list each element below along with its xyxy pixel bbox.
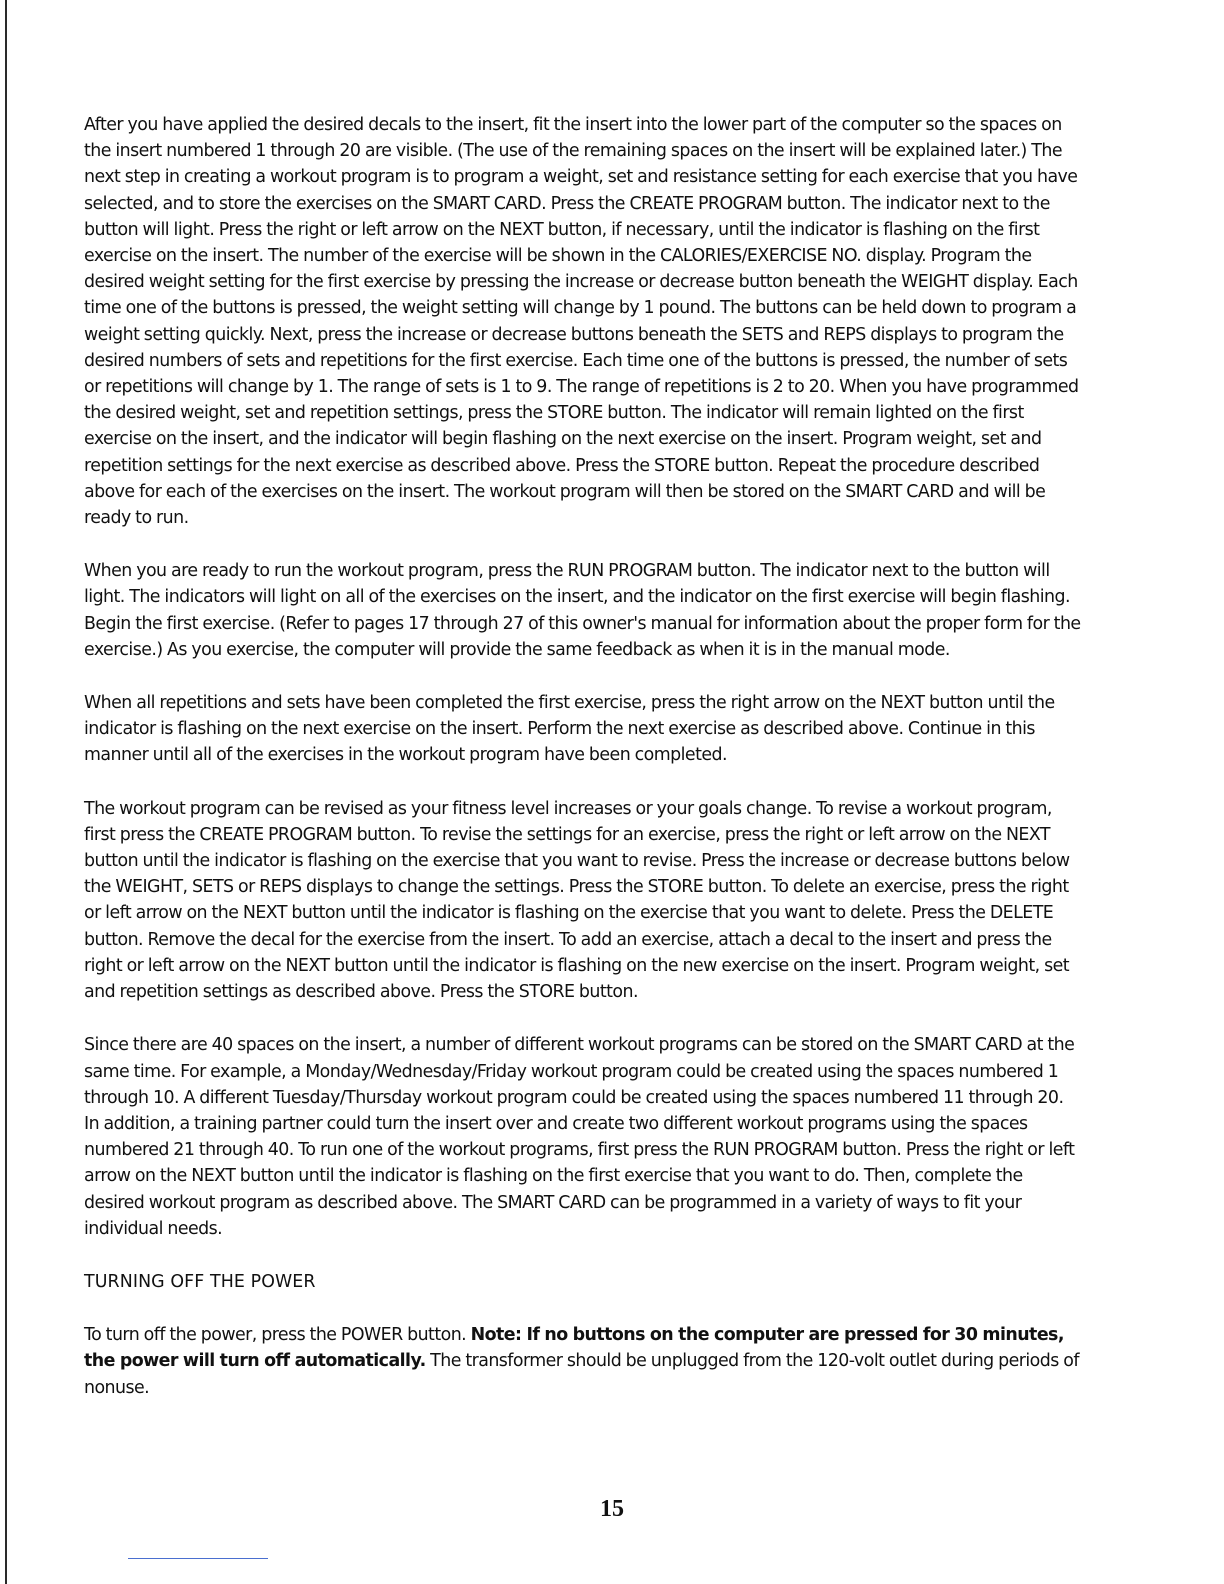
power-off-note: Note: If no buttons on the computer are pressed for 30 minutes, the power will turn off automatically.: [84, 1325, 1064, 1372]
paragraph-spacer: [84, 531, 1082, 558]
paragraph-create-program: After you have applied the desired decals to the insert, fit the insert into the lower part of the computer so the spaces on the insert numbered 1 through 20 are visible. (The use of the remaining spaces on the insert will be explained later.) The next step in creating a workout program is to program a weight, set and resistance setting for each exercise that you have selected, and to store the exercises on the SMART CARD. Press the CREATE PROGRAM button. The indicator next to the button will light. Press the right or left arrow on the NEXT button, if necessary, until the indicator is flashing on the first exercise on the insert. The number of the exercise will be shown in the CALORIES/EXERCISE NO. display. Program the desired weight setting for the first exercise by pressing the increase or decrease button beneath the WEIGHT display. Each time one of the buttons is pressed, the weight setting will change by 1 pound. The buttons can be held down to program a weight setting quickly. Next, press the increase or decrease buttons beneath the SETS and REPS displays to program the desired numbers of sets and repetitions for the first exercise. Each time one of the buttons is pressed, the number of sets or repetitions will change by 1. The range of sets is 1 to 9. The range of repetitions is 2 to 20. When you have programmed the desired weight, set and repetition settings, press the STORE button. The indicator will remain lighted on the first exercise on the insert, and the indicator will begin flashing on the next exercise on the insert. Program weight, set and repetition settings for the next exercise as described above. Press the STORE button. Repeat the procedure described above for each of the exercises on the insert. The workout program will then be stored on the SMART CARD and will be ready to run.: [84, 115, 1079, 529]
paragraph-next-exercise: When all repetitions and sets have been completed the first exercise, press the right arrow on the NEXT button until the indicator is flashing on the next exercise on the insert. Perform the next exercise as described above. Continue in this manner until all of the exercises in the workout program have been completed.: [84, 693, 1055, 766]
power-off-text-end: The transformer should be unplugged from the 120-volt outlet during periods of nonuse.: [84, 1351, 1079, 1398]
footer-rule-line: [128, 1558, 268, 1559]
page-number: 15: [600, 1496, 624, 1522]
paragraph-revise-program: The workout program can be revised as your fitness level increases or your goals change. To revise a workout program, first press the CREATE PROGRAM button. To revise the settings for an exercise, press the right or left arrow on the NEXT button until the indicator is flashing on the exercise that you want to revise. Press the increase or decrease buttons below the WEIGHT, SETS or REPS displays to change the settings. Press the STORE button. To delete an exercise, press the right or left arrow on the NEXT button until the indicator is flashing on the exercise that you want to delete. Press the DELETE button. Remove the decal for the exercise from the insert. To add an exercise, attach a decal to the insert and press the right or left arrow on the NEXT button until the indicator is flashing on the new exercise on the insert. Program weight, set and repetition settings as described above. Press the STORE button.: [84, 798, 1070, 1003]
paragraph-spacer: [84, 769, 1082, 796]
paragraph-spacer: [84, 1005, 1082, 1032]
paragraph-spacer: [84, 663, 1082, 690]
paragraph-spacer: [84, 1295, 1082, 1322]
paragraph-run-program: When you are ready to run the workout program, press the RUN PROGRAM button. The indicator next to the button will light. The indicators will light on all of the exercises on the insert, and the indicator on the first exercise will begin flashing. Begin the first exercise. (Refer to pages 17 through 27 of this owner's manual for information about the proper form for the exercise.) As you exercise, the computer will provide the same feedback as when it is in the manual mode.: [84, 561, 1081, 660]
paragraph-spacer: [84, 1242, 1082, 1269]
paragraph-multiple-programs: Since there are 40 spaces on the insert, a number of different workout programs can be stored on the SMART CARD at the same time. For example, a Monday/Wednesday/Friday workout program could be created using the spaces numbered 1 through 10. A different Tuesday/Thursday workout program could be created using the spaces numbered 11 through 20. In addition, a training partner could turn the insert over and create two different workout programs using the spaces numbered 21 through 40. To run one of the workout programs, first press the RUN PROGRAM button. Press the right or left arrow on the NEXT button until the indicator is flashing on the first exercise that you want to do. Then, complete the desired workout program as described above. The SMART CARD can be programmed in a variety of ways to fit your individual needs.: [84, 1035, 1075, 1239]
paragraph-power-off: [84, 1322, 1082, 1401]
section-heading-power-off: TURNING OFF THE POWER: [84, 1271, 316, 1292]
manual-page-body: [84, 112, 1082, 1401]
scan-edge-line: [5, 0, 7, 1584]
power-off-text-start: To turn off the power, press the POWER button.: [84, 1325, 471, 1346]
